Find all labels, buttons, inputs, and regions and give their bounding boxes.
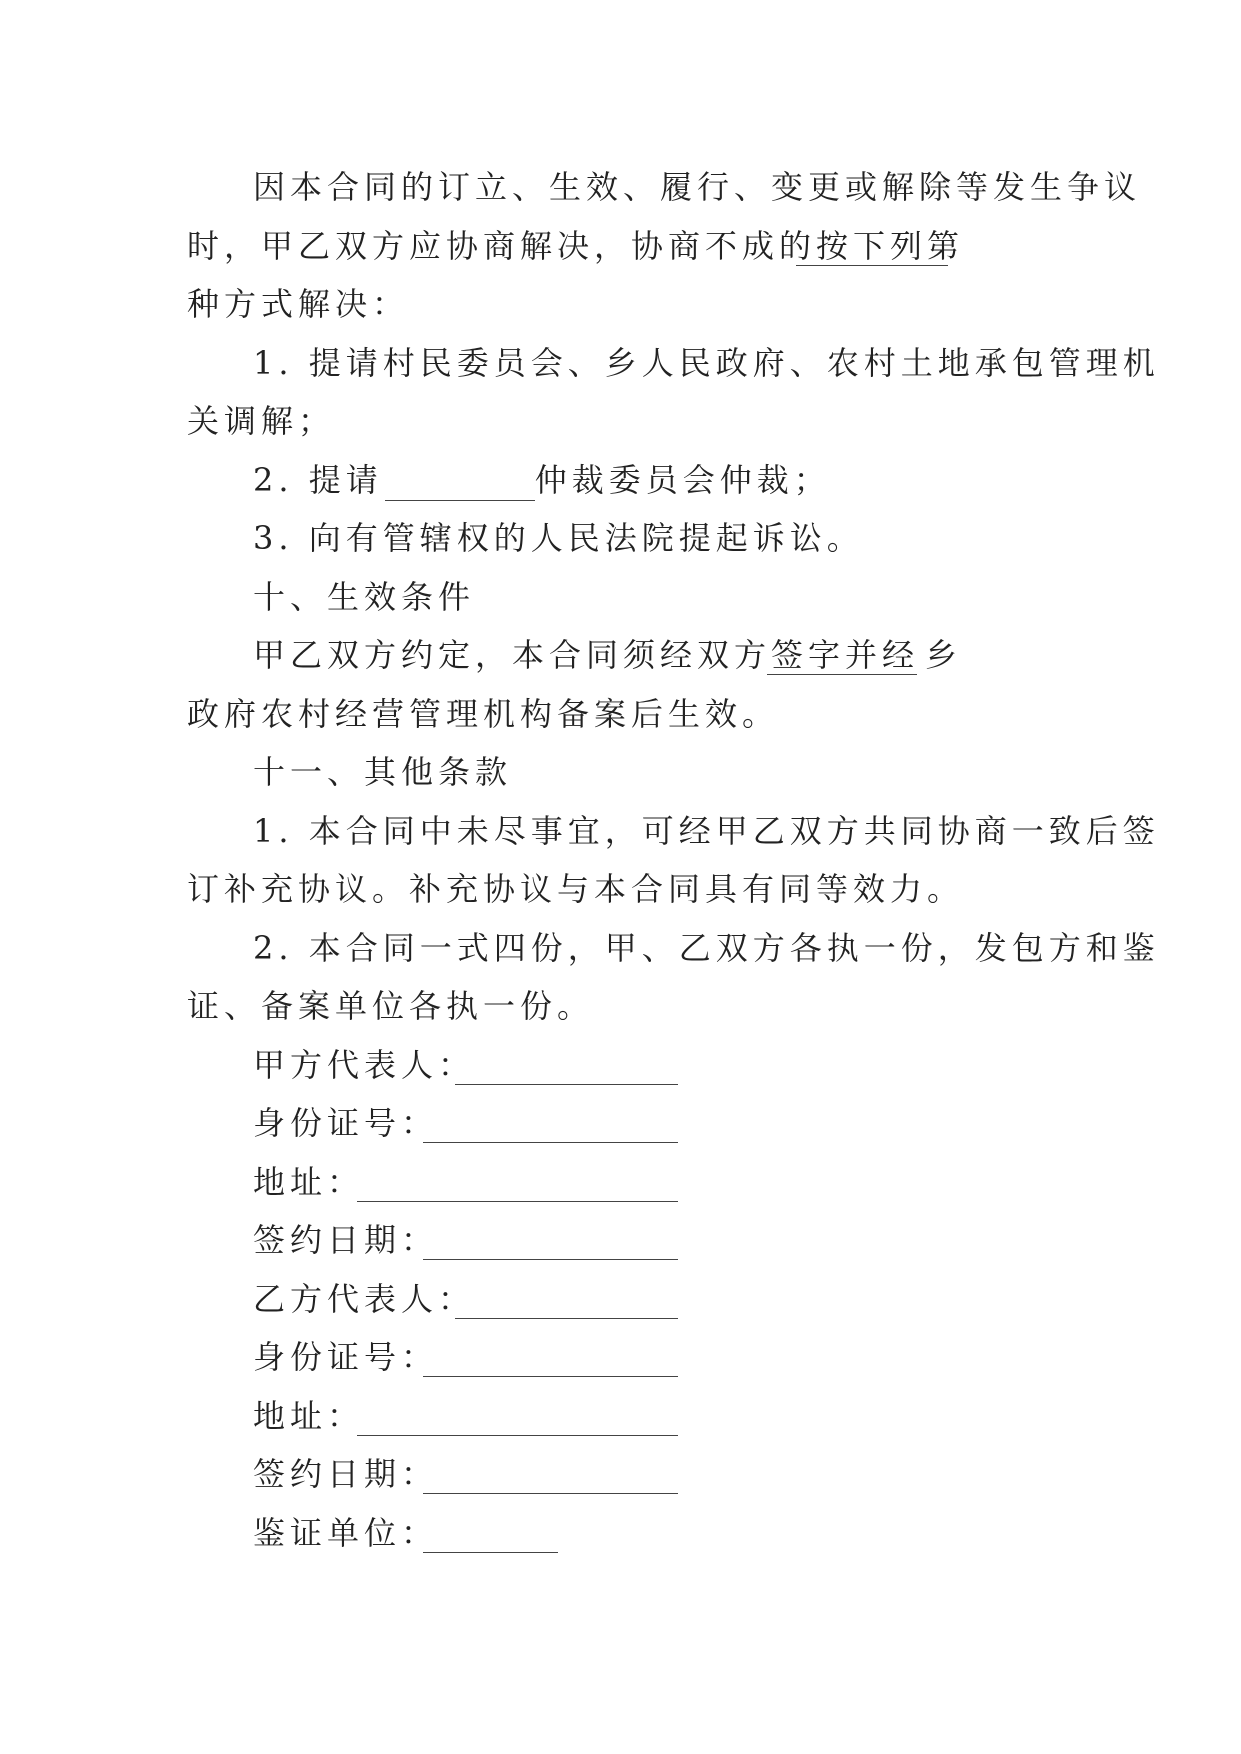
party-b-address-label: 地址： [253,1396,365,1435]
effect-text-township: 乡 [925,636,963,674]
contract-body [187,158,1160,1562]
other-item-2-line-1 [187,919,1160,978]
dispute-paragraph-line-2 [187,217,1047,276]
dispute-option-1-line-2 [187,392,1047,451]
dispute-option-3-text: 3. 向有管辖权的人民法院提起诉讼。 [253,519,864,557]
other-item-2-text-cont: 证、备案单位各执一份。 [187,987,595,1025]
other-item-1-text-cont: 订补充协议。补充协议与本合同具有同等效力。 [187,870,965,908]
party-a-date-label: 签约日期： [253,1221,439,1259]
effect-paragraph-line-1 [187,626,1047,685]
party-b-date-row [187,1445,1047,1504]
dispute-text-1: 因本合同的订立、生效、履行、变更或解除等发生争议 [253,168,1142,206]
party-b-id-blank[interactable] [423,1339,678,1377]
party-b-id-label: 身份证号： [253,1338,439,1376]
section-10-heading [187,568,1047,627]
dispute-paragraph-line-1 [187,158,1142,217]
dispute-option-1-line-1 [187,334,1160,393]
other-item-2-text: 2. 本合同一式四份，甲、乙双方各执一份，发包方和鉴 [253,928,1160,967]
dispute-option-2 [187,451,1047,510]
effect-text-1: 甲乙双方约定，本合同须经双方签字并经 [253,636,920,674]
dispute-option-2-prefix: 2. 提请 [253,460,383,499]
section-11-heading [187,743,1047,802]
arbitration-committee-blank[interactable] [385,463,535,501]
other-item-1-line-1 [187,802,1160,861]
other-item-1-text: 1. 本合同中未尽事宜，可经甲乙双方共同协商一致后签 [253,811,1160,850]
other-item-1-line-2 [187,860,1047,919]
party-a-address-blank[interactable] [357,1164,678,1202]
dispute-option-3 [187,509,1047,568]
dispute-option-2-suffix: 仲裁委员会仲裁； [534,460,831,499]
verifier-blank[interactable] [423,1515,558,1553]
verifier-row [187,1504,1047,1563]
party-a-id-blank[interactable] [423,1105,678,1143]
party-a-address-row [187,1153,1047,1212]
verifier-label: 鉴证单位： [253,1513,439,1552]
party-b-address-row [187,1387,1047,1446]
other-item-2-line-2 [187,977,1047,1036]
party-b-date-label: 签约日期： [253,1455,439,1493]
dispute-option-1-text-cont: 关调解； [187,402,336,440]
party-a-representative-blank[interactable] [455,1047,678,1085]
effect-text-2: 政府农村经营管理机构备案后生效。 [187,694,780,733]
party-a-address-label: 地址： [253,1162,365,1201]
party-b-representative-blank[interactable] [455,1281,678,1319]
party-a-date-row [187,1211,1047,1270]
party-a-representative-label: 甲方代表人： [253,1045,476,1084]
effect-paragraph-line-2 [187,685,1047,744]
section-11-title: 十一、其他条款 [253,753,513,791]
dispute-text-3: 种方式解决： [187,285,410,323]
party-a-date-blank[interactable] [423,1222,678,1260]
party-a-id-row [187,1094,1047,1153]
party-b-representative-label: 乙方代表人： [253,1279,476,1318]
dispute-option-1-text: 1. 提请村民委员会、乡人民政府、农村土地承包管理机 [253,343,1160,382]
section-10-title: 十、生效条件 [253,577,476,616]
party-a-id-label: 身份证号： [253,1104,439,1142]
party-b-representative-row [187,1270,1047,1329]
method-number-blank[interactable] [796,228,948,266]
party-a-representative-row [187,1036,1047,1095]
party-b-address-blank[interactable] [357,1398,678,1436]
party-b-id-row [187,1328,1047,1387]
dispute-paragraph-line-3 [187,275,1047,334]
township-blank[interactable] [767,637,917,675]
dispute-text-2: 时，甲乙双方应协商解决，协商不成的按下列第 [187,226,965,265]
party-b-date-blank[interactable] [423,1456,678,1494]
